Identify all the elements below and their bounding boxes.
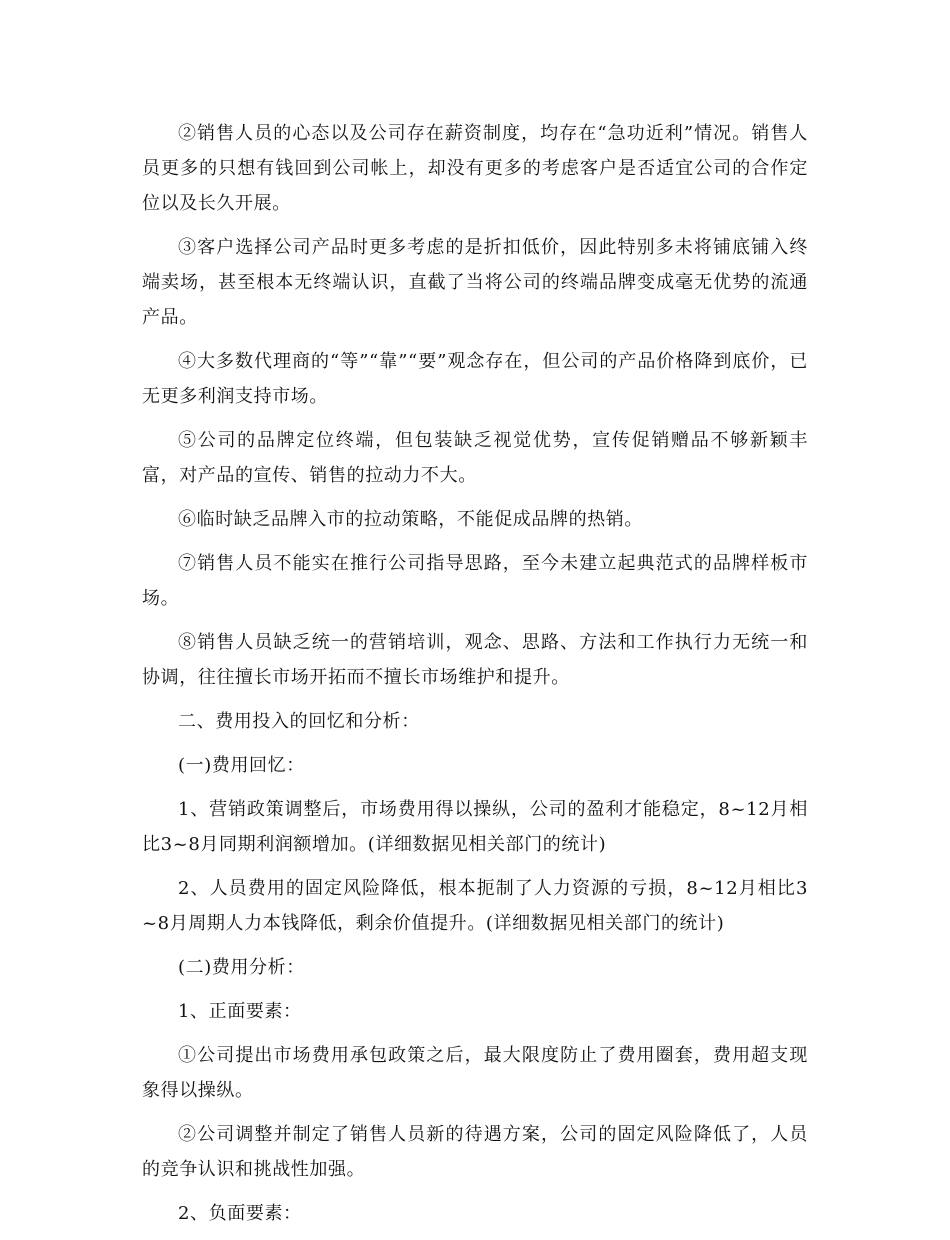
paragraph-brand-strategy: ⑥临时缺乏品牌入市的拉动策略，不能促成品牌的热销。 — [178, 509, 643, 530]
heading-negative-factors: 2、负面要素： — [178, 1203, 302, 1224]
document-page — [142, 116, 808, 1240]
section-heading-cost-review: 二、费用投入的回忆和分析： — [178, 711, 420, 732]
subheading-cost-analysis: (二)费用分析： — [178, 957, 305, 978]
paragraph-marketing-policy: 1、营销政策调整后，市场费用得以操纵，公司的盈利才能稳定，8~12月相比3~8月同期利润额增加。(详细数据见相关部门的统计) — [142, 799, 808, 855]
heading-positive-factors: 1、正面要素： — [178, 1001, 302, 1022]
paragraph-customer-discount: ③客户选择公司产品时更多考虑的是折扣低价，因此特别多未将铺底铺入终端卖场，甚至根本无终端认识，直截了当将公司的终端品牌变成毫无优势的流通产品。 — [142, 237, 808, 328]
paragraph-sales-training: ⑧销售人员缺乏统一的营销培训，观念、思路、方法和工作执行力无统一和协调，往往擅长市场开拓而不擅长市场维护和提升。 — [142, 632, 808, 688]
paragraph-salesperson-mindset: ②销售人员的心态以及公司存在薪资制度，均存在“急功近利”情况。销售人员更多的只想有钱回到公司帐上，却没有更多的考虑客户是否适宜公司的合作定位以及长久开展。 — [142, 123, 808, 214]
paragraph-agent-attitude: ④大多数代理商的“等”“靠”“要”观念存在，但公司的产品价格降到底价，已无更多利润支持市场。 — [142, 351, 808, 407]
paragraph-model-market: ⑦销售人员不能实在推行公司指导思路，至今未建立起典范式的品牌样板市场。 — [142, 553, 808, 609]
paragraph-cost-contract: ①公司提出市场费用承包政策之后，最大限度防止了费用圈套，费用超支现象得以操纵。 — [142, 1045, 808, 1101]
paragraph-compensation-plan: ②公司调整并制定了销售人员新的待遇方案，公司的固定风险降低了，人员的竞争认识和挑战性加强。 — [142, 1124, 808, 1180]
subheading-cost-recall: (一)费用回忆： — [178, 755, 305, 776]
paragraph-brand-packaging: ⑤公司的品牌定位终端，但包装缺乏视觉优势，宣传促销赠品不够新颖丰富，对产品的宣传、销售的拉动力不大。 — [142, 430, 808, 486]
paragraph-personnel-cost: 2、人员费用的固定风险降低，根本扼制了人力资源的亏损，8~12月相比3~8月周期人力本钱降低，剩余价值提升。(详细数据见相关部门的统计) — [142, 878, 808, 934]
